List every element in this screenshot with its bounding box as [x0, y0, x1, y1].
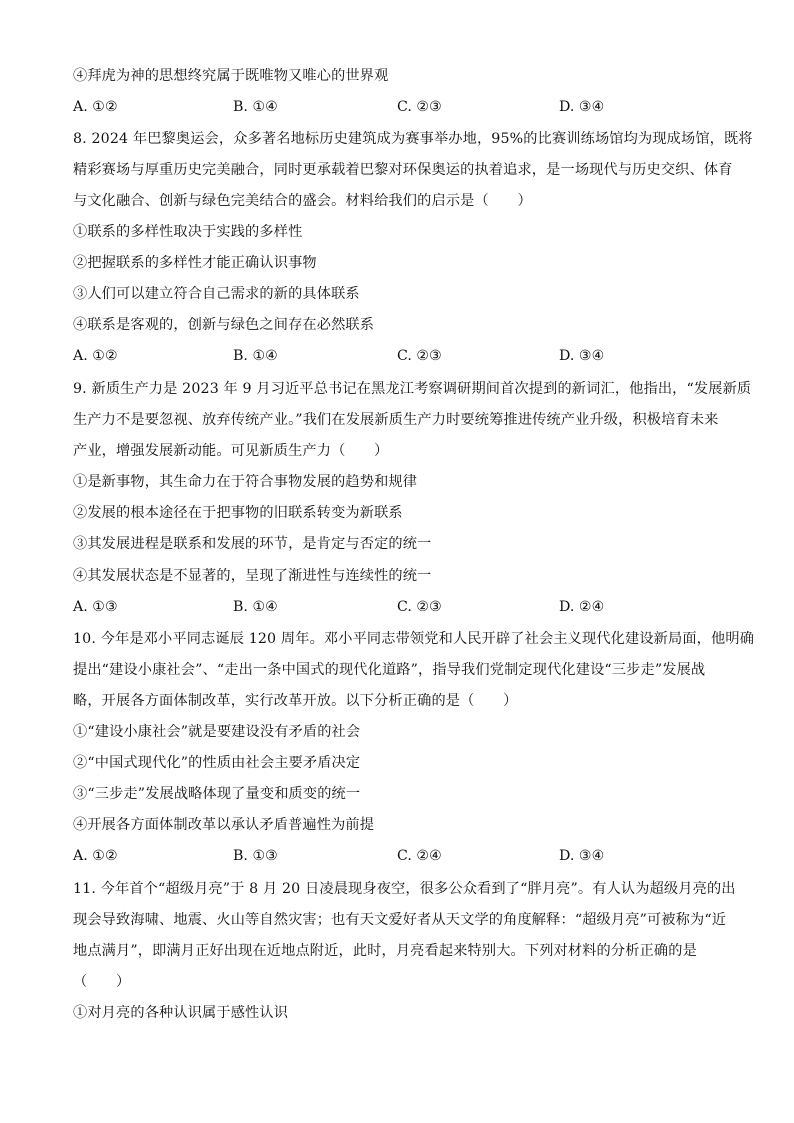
- q10-option-d[interactable]: D. ③④: [559, 848, 605, 864]
- q11-statement-1: ①对月亮的各种认识属于感性认识: [73, 1005, 289, 1021]
- q7-options: [73, 97, 723, 117]
- q10-statement-4: ④开展各方面体制改革以承认矛盾普遍性为前提: [73, 817, 375, 833]
- q9-option-c[interactable]: C. ②③: [397, 599, 442, 615]
- q10-stem-line-2: 提出“建设小康社会”、“走出一条中国式的现代化道路”，指导我们党制定现代化建设“三步走”发展战: [73, 662, 706, 678]
- q8-statement-3: ③人们可以建立符合自己需求的新的具体联系: [73, 286, 360, 302]
- q10-option-a[interactable]: A. ①②: [73, 848, 118, 864]
- q9-statement-4: ④其发展状态是不显著的，呈现了渐进性与连续性的统一: [73, 568, 432, 584]
- q9-option-d[interactable]: D. ②④: [559, 599, 605, 615]
- q10-stem-line-3: 略，开展各方面体制改革，实行改革开放。以下分析正确的是（ ）: [73, 693, 518, 709]
- q10-statement-2: ②“中国式现代化”的性质由社会主要矛盾决定: [73, 755, 361, 771]
- q8-option-a[interactable]: A. ①②: [73, 348, 118, 364]
- q10-option-c[interactable]: C. ②④: [397, 848, 442, 864]
- q8-stem-line-2: 精彩赛场与厚重历史完美融合，同时更承载着巴黎对环保奥运的执着追求，是一场现代与历史交织、体育: [73, 162, 733, 178]
- q9-statement-3: ③其发展进程是联系和发展的环节，是肯定与否定的统一: [73, 536, 432, 552]
- q8-statement-4: ④联系是客观的，创新与绿色之间存在必然联系: [73, 317, 375, 333]
- q8-statement-2: ②把握联系的多样性才能正确认识事物: [73, 255, 317, 271]
- q8-stem-line-3: 与文化融合、创新与绿色完美结合的盛会。材料给我们的启示是（ ）: [73, 193, 532, 209]
- q9-statement-2: ②发展的根本途径在于把事物的旧联系转变为新联系: [73, 505, 403, 521]
- q8-stem-line-1: 8. 2024 年巴黎奥运会，众多著名地标历史建筑成为赛事举办地，95%的比赛训练场馆均为现成场馆，既将: [73, 131, 753, 147]
- q9-options: [73, 597, 723, 617]
- q9-statement-1: ①是新事物，其生命力在于符合事物发展的趋势和规律: [73, 474, 418, 490]
- q9-stem-line-2: 生产力不是要忽视、放弃传统产业。”我们在发展新质生产力时要统筹推进传统产业升级，积极培育未来: [73, 412, 719, 428]
- q10-statement-3: ③“三步走”发展战略体现了量变和质变的统一: [73, 786, 361, 802]
- q10-stem-line-1: 10. 今年是邓小平同志诞辰 120 周年。邓小平同志带领党和人民开辟了社会主义现代化建设新局面，他明确: [73, 631, 755, 647]
- q7-option-c[interactable]: C. ②③: [397, 99, 442, 115]
- q7-option-a[interactable]: A. ①②: [73, 99, 118, 115]
- q7-statement-4: ④拜虎为神的思想终究属于既唯物又唯心的世界观: [73, 68, 389, 84]
- q8-options: [73, 346, 723, 366]
- q8-option-d[interactable]: D. ③④: [559, 348, 605, 364]
- q9-stem-line-3: 产业，增强发展新动能。可见新质生产力（ ）: [73, 443, 389, 459]
- q7-option-b[interactable]: B. ①④: [233, 99, 278, 115]
- q11-stem-line-1: 11. 今年首个“超级月亮”于 8 月 20 日凌晨现身夜空，很多公众看到了“胖月亮”。有人认为超级月亮的出: [73, 881, 736, 897]
- q9-option-a[interactable]: A. ①③: [73, 599, 118, 615]
- q10-statement-1: ①“建设小康社会”就是要建设没有矛盾的社会: [73, 724, 361, 740]
- q10-options: [73, 846, 723, 866]
- q11-stem-line-4: （ ）: [73, 974, 131, 990]
- q8-option-b[interactable]: B. ①④: [233, 348, 278, 364]
- q8-statement-1: ①联系的多样性取决于实践的多样性: [73, 224, 303, 240]
- q9-option-b[interactable]: B. ①④: [233, 599, 278, 615]
- q8-option-c[interactable]: C. ②③: [397, 348, 442, 364]
- q10-option-b[interactable]: B. ①③: [233, 848, 278, 864]
- q7-option-d[interactable]: D. ③④: [559, 99, 605, 115]
- q11-stem-line-2: 现会导致海啸、地震、火山等自然灾害；也有天文爱好者从天文学的角度解释：“超级月亮”可被称为“近: [73, 912, 727, 928]
- q9-stem-line-1: 9. 新质生产力是 2023 年 9 月习近平总书记在黑龙江考察调研期间首次提到的新词汇，他指出，“发展新质: [73, 381, 752, 397]
- q11-stem-line-3: 地点满月”，即满月正好出现在近地点附近，此时，月亮看起来特别大。下列对材料的分析正确的是: [73, 943, 697, 959]
